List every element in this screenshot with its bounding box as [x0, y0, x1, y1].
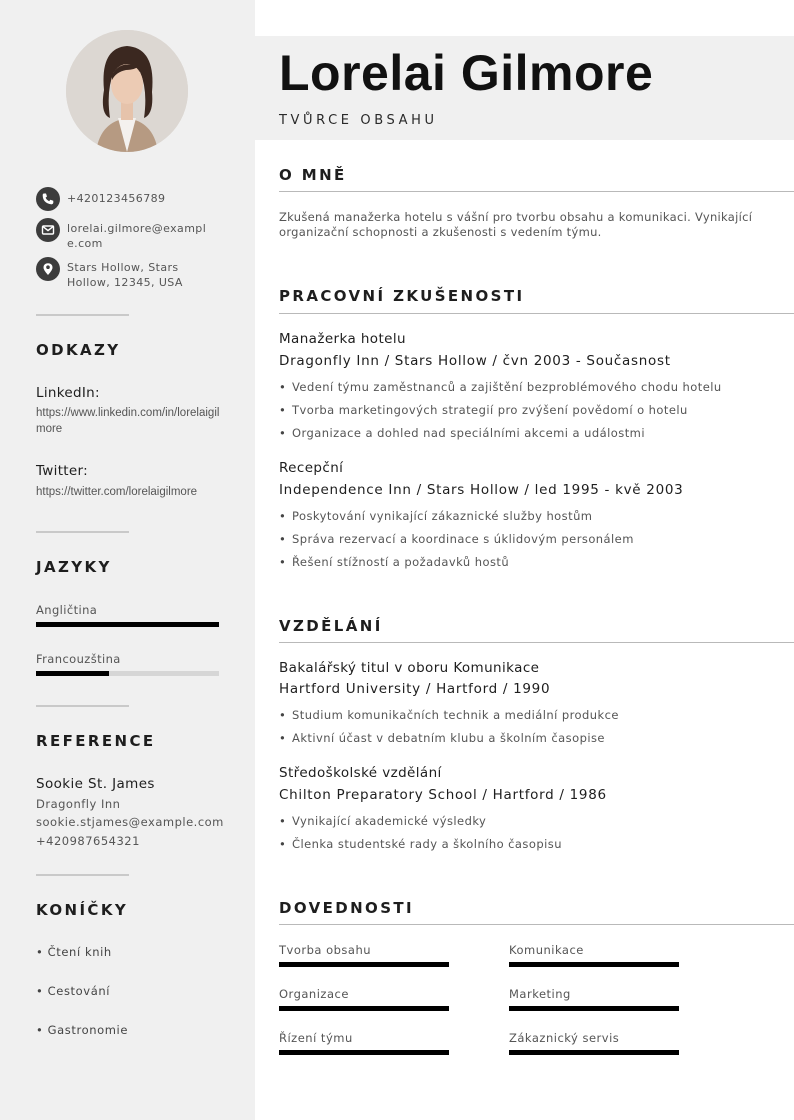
- candidate-name: Lorelai Gilmore: [279, 45, 654, 101]
- bullet-dot: •: [279, 814, 287, 828]
- bullet-text: Poskytování vynikající zákaznické služby hostům: [292, 509, 593, 523]
- hobby-label: Čtení knih: [47, 945, 112, 959]
- languages-heading: JAZYKY: [36, 558, 112, 576]
- bullet-text: Vedení týmu zaměstnanců a zajištění bezproblémového chodu hotelu: [292, 380, 722, 394]
- bullet-text: Studium komunikačních technik a mediální produkce: [292, 708, 619, 722]
- profile-photo: [66, 30, 188, 152]
- sidebar-divider: [36, 874, 129, 876]
- bullet-dot: •: [279, 837, 287, 851]
- education-degree: Bakalářský titul v oboru Komunikace: [279, 660, 540, 676]
- bullet-text: Vynikající akademické výsledky: [292, 814, 487, 828]
- skill-level-bar: [279, 962, 449, 967]
- education-details: Hartford University / Hartford / 1990: [279, 681, 551, 697]
- skill-level-fill: [509, 962, 679, 967]
- language-level-fill: [36, 622, 219, 627]
- twitter-link[interactable]: https://twitter.com/lorelaigilmore: [36, 486, 198, 498]
- about-heading: O MNĚ: [279, 166, 347, 184]
- reference-email[interactable]: sookie.stjames@example.com: [36, 815, 224, 829]
- education-bullet: [279, 731, 605, 745]
- hobby-label: Gastronomie: [47, 1023, 129, 1037]
- bullet-text: Tvorba marketingových strategií pro zvýšení povědomí o hotelu: [292, 403, 688, 417]
- skill-level-fill: [509, 1006, 679, 1011]
- bullet-dot: •: [279, 403, 287, 417]
- skill-level-bar: [509, 1050, 679, 1055]
- sidebar-divider: [36, 314, 129, 316]
- bullet-dot: •: [279, 532, 287, 546]
- job-bullet: [279, 509, 592, 523]
- education-bullet: [279, 708, 619, 722]
- linkedin-label: LinkedIn:: [36, 385, 100, 401]
- language-name: Angličtina: [36, 603, 98, 617]
- references-heading: REFERENCE: [36, 732, 156, 750]
- education-heading: VZDĚLÁNÍ: [279, 617, 383, 635]
- location-pin-icon: [36, 257, 60, 281]
- skill-name: Komunikace: [509, 943, 584, 957]
- twitter-label: Twitter:: [36, 463, 88, 479]
- mail-icon: [36, 218, 60, 242]
- section-rule: [279, 642, 794, 643]
- education-bullet: [279, 814, 486, 828]
- bullet-dot: •: [279, 509, 287, 523]
- phone-icon: [36, 187, 60, 211]
- skill-name: Organizace: [279, 987, 349, 1001]
- bullet-dot: •: [279, 380, 287, 394]
- skill-level-fill: [279, 962, 449, 967]
- bullet-text: Správa rezervací a koordinace s úklidovým personálem: [292, 532, 634, 546]
- about-text: Zkušená manažerka hotelu s vášní pro tvorbu obsahu a komunikaci. Vynikající organizační schopnosti a zkušenosti s vedením týmu.: [279, 210, 753, 239]
- reference-name: Sookie St. James: [36, 776, 155, 792]
- hobby-item: [36, 945, 112, 959]
- skill-level-bar: [509, 1006, 679, 1011]
- job-details: Dragonfly Inn / Stars Hollow / čvn 2003 - Současnost: [279, 353, 671, 369]
- skill-level-bar: [509, 962, 679, 967]
- language-level-bar: [36, 622, 219, 627]
- bullet-text: Členka studentské rady a školního časopisu: [292, 837, 562, 851]
- bullet-text: Organizace a dohled nad speciálními akcemi a událostmi: [292, 426, 645, 440]
- section-rule: [279, 191, 794, 192]
- job-bullet: [279, 403, 688, 417]
- skill-level-fill: [279, 1006, 449, 1011]
- address-text: Stars Hollow, Stars Hollow, 12345, USA: [67, 261, 183, 289]
- language-name: Francouzština: [36, 652, 121, 666]
- job-bullet: [279, 380, 722, 394]
- job-details: Independence Inn / Stars Hollow / led 1995 - kvě 2003: [279, 482, 684, 498]
- job-title: Recepční: [279, 460, 344, 476]
- reference-company: Dragonfly Inn: [36, 797, 121, 811]
- bullet-dot: •: [279, 555, 287, 569]
- experience-heading: PRACOVNÍ ZKUŠENOSTI: [279, 287, 525, 305]
- skills-heading: DOVEDNOSTI: [279, 899, 415, 917]
- bullet-dot: •: [279, 731, 287, 745]
- hobbies-heading: KONÍČKY: [36, 901, 129, 919]
- hobby-item: [36, 1023, 128, 1037]
- linkedin-link[interactable]: https://www.linkedin.com/in/lorelaigilmore: [36, 407, 220, 435]
- job-bullet: [279, 426, 645, 440]
- links-heading: ODKAZY: [36, 341, 121, 359]
- skill-name: Zákaznický servis: [509, 1031, 620, 1045]
- section-rule: [279, 313, 794, 314]
- language-level-fill: [36, 671, 109, 676]
- bullet-dot: •: [279, 708, 287, 722]
- bullet-text: Řešení stížností a požadavků hostů: [292, 555, 510, 569]
- bullet-dot: •: [36, 945, 48, 959]
- bullet-text: Aktivní účast v debatním klubu a školním časopise: [292, 731, 605, 745]
- reference-phone: +420987654321: [36, 834, 140, 848]
- contact-phone: [36, 187, 217, 211]
- job-bullet: [279, 555, 509, 569]
- skill-name: Tvorba obsahu: [279, 943, 372, 957]
- section-rule: [279, 924, 794, 925]
- language-level-bar: [36, 671, 219, 676]
- education-bullet: [279, 837, 562, 851]
- bullet-dot: •: [279, 426, 287, 440]
- candidate-role: TVŮRCE OBSAHU: [279, 113, 438, 128]
- sidebar-divider: [36, 705, 129, 707]
- bullet-dot: •: [36, 984, 48, 998]
- skill-level-fill: [279, 1050, 449, 1055]
- skill-level-bar: [279, 1006, 449, 1011]
- job-bullet: [279, 532, 634, 546]
- bullet-dot: •: [36, 1023, 48, 1037]
- contact-address: [36, 257, 197, 290]
- skill-level-bar: [279, 1050, 449, 1055]
- hobby-item: [36, 984, 110, 998]
- hobby-label: Cestování: [47, 984, 111, 998]
- sidebar-divider: [36, 531, 129, 533]
- email-text: lorelai.gilmore@example.com: [67, 222, 207, 250]
- phone-text: +420123456789: [67, 192, 166, 205]
- job-title: Manažerka hotelu: [279, 331, 406, 347]
- skill-name: Marketing: [509, 987, 571, 1001]
- skill-name: Řízení týmu: [279, 1031, 353, 1045]
- contact-email: [36, 218, 217, 251]
- education-details: Chilton Preparatory School / Hartford / 1986: [279, 787, 607, 803]
- education-degree: Středoškolské vzdělání: [279, 765, 442, 781]
- skill-level-fill: [509, 1050, 679, 1055]
